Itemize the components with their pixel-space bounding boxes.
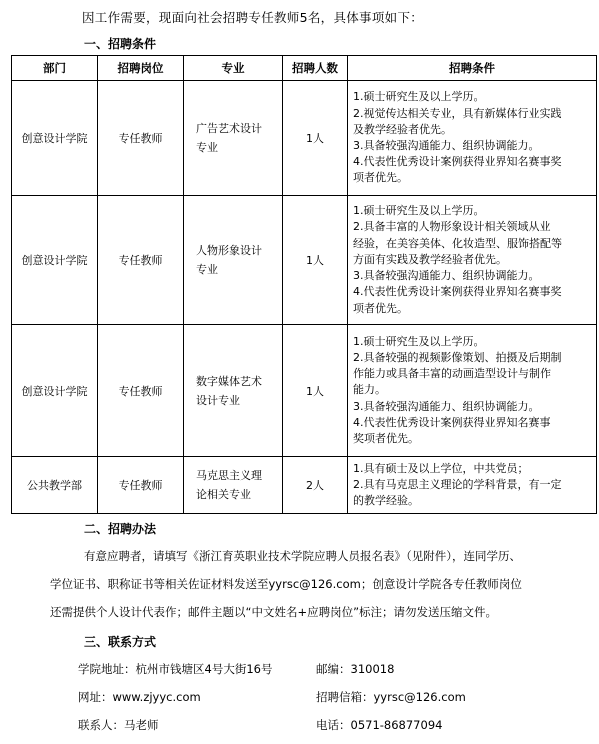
condition-line: 能力。 [353,383,386,397]
cell-conditions [348,325,597,457]
cell-department: 创意设计学院 [12,325,98,457]
contact-person: 联系人：马老师 [78,718,159,732]
condition-line: 3.具备较强沟通能力、组织协调能力。 [353,269,540,283]
cell-count: 1人 [283,196,348,325]
major-line: 人物形象设计 [196,244,262,257]
condition-line: 4.代表性优秀设计案例获得业界知名赛事 [353,415,551,429]
condition-line: 4.代表性优秀设计案例获得业界知名赛事奖 [353,155,562,169]
table-row [12,457,597,514]
cell-count: 1人 [283,325,348,457]
contact-phone: 电话：0571-86877094 [316,718,443,732]
major-line: 专业 [196,141,218,154]
condition-line: 奖项者优先。 [353,432,419,445]
condition-line: 项者优先。 [353,171,408,185]
condition-line: 及教学经验者优先。 [353,122,452,136]
condition-line: 1.硕士研究生及以上学历。 [353,204,485,218]
condition-line: 方面有实践及教学经验者优先。 [353,252,507,266]
condition-line: 经验，在美容美体、化妆造型、服饰搭配等 [353,236,562,250]
cell-count: 2人 [283,457,348,514]
major-line: 论相关专业 [196,488,251,501]
cell-conditions [348,81,597,196]
header-conditions: 招聘条件 [348,56,597,81]
header-department: 部门 [12,56,98,81]
major-line: 设计专业 [196,393,240,407]
condition-line: 1.具有硕士及以上学位，中共党员； [353,461,529,475]
major-line: 专业 [196,263,218,276]
contact-postcode: 邮编：310018 [316,662,395,676]
section-title-conditions: 一、招聘条件 [84,37,157,51]
cell-conditions [348,196,597,325]
cell-conditions [348,457,597,514]
cell-department: 创意设计学院 [12,81,98,196]
condition-line: 4.代表性优秀设计案例获得业界知名赛事奖 [353,285,562,299]
cell-position: 专任教师 [98,196,184,325]
header-position: 招聘岗位 [98,56,184,81]
cell-position: 专任教师 [98,457,184,514]
major-line: 广告艺术设计 [196,122,262,135]
condition-line: 2.具备较强的视频影像策划、拍摄及后期制 [353,350,562,364]
condition-line: 3.具备较强沟通能力、组织协调能力。 [353,399,540,413]
method-paragraph-line: 还需提供个人设计代表作；邮件主题以“中文姓名+应聘岗位”标注；请勿发送压缩文件。 [50,605,498,619]
method-paragraph-line: 学位证书、职称证书等相关佐证材料发送至yyrsc@126.com；创意设计学院各专任教师岗位 [50,577,522,591]
intro-text: 因工作需要，现面向社会招聘专任教师5名，具体事项如下： [82,10,424,25]
major-line: 马克思主义理 [196,469,262,482]
cell-major [184,325,283,457]
cell-major [184,457,283,514]
contact-email: 招聘信箱：yyrsc@126.com [316,690,466,704]
cell-department: 创意设计学院 [12,196,98,325]
section-title-method: 二、招聘办法 [84,522,157,536]
section-title-contact: 三、联系方式 [84,635,157,649]
condition-line: 2.具有马克思主义理论的学科背景，有一定 [353,477,562,491]
cell-department: 公共教学部 [12,457,98,514]
table-header-row [12,56,597,81]
table-row [12,196,597,325]
contact-website: 网址：www.zjyyc.com [78,690,201,704]
cell-position: 专任教师 [98,325,184,457]
method-paragraph-line: 有意应聘者，请填写《浙江育英职业技术学院应聘人员报名表》（见附件），连同学历、 [84,549,521,563]
contact-address: 学院地址：杭州市钱塘区4号大街16号 [78,662,273,676]
header-major: 专业 [184,56,283,81]
condition-line: 作能力或具备丰富的动画造型设计与制作 [353,367,551,381]
cell-count: 1人 [283,81,348,196]
table-row [12,81,597,196]
header-count: 招聘人数 [283,56,348,81]
condition-line: 项者优先。 [353,301,408,315]
table-row [12,325,597,457]
condition-line: 1.硕士研究生及以上学历。 [353,334,485,348]
condition-line: 1.硕士研究生及以上学历。 [353,90,485,104]
condition-line: 2.具备丰富的人物形象设计相关领域从业 [353,220,551,234]
cell-major [184,81,283,196]
condition-line: 3.具备较强沟通能力、组织协调能力。 [353,139,540,152]
cell-position: 专任教师 [98,81,184,196]
cell-major [184,196,283,325]
major-line: 数字媒体艺术 [196,374,262,388]
condition-line: 2.视觉传达相关专业，具有新媒体行业实践 [353,106,562,120]
recruitment-table [11,55,597,514]
condition-line: 的教学经验。 [353,494,419,508]
